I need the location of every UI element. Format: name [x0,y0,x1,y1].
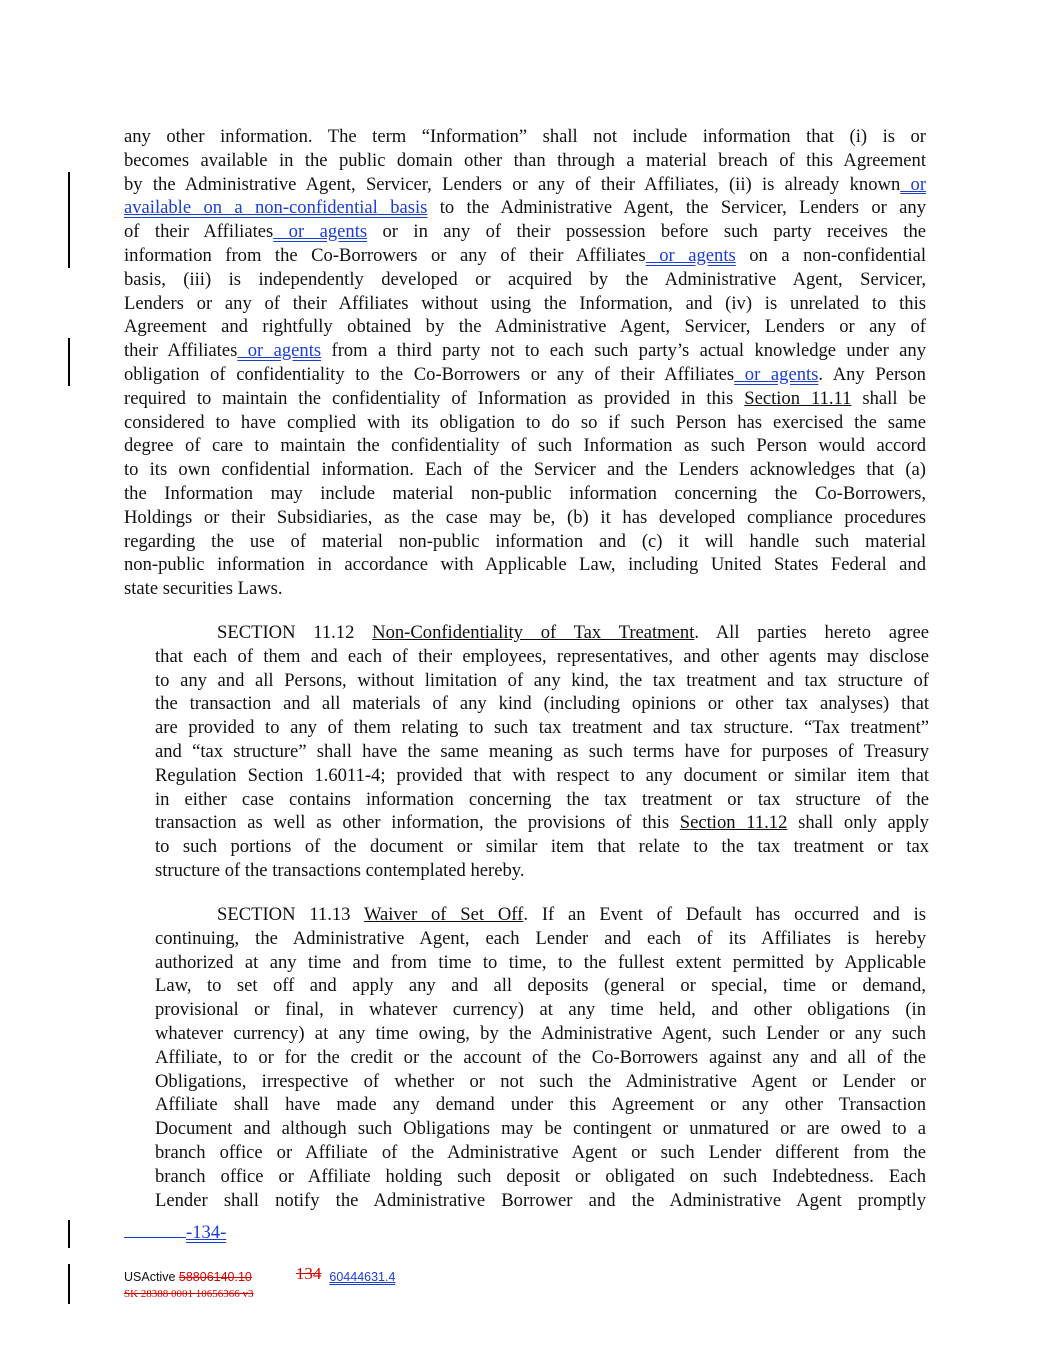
text-run: branch office or Affiliate holding such deposit or obligated on such Indebtedness. Each [155,1165,926,1187]
text-line [155,764,929,788]
text-run: Affiliate, to or for the credit or the account of the Co-Borrowers against any and all of the [155,1046,926,1068]
text-run: or in any of their possession before such party receives the [367,221,926,243]
text-run: to the Administrative Agent, the Servicer, Lenders or any [427,197,926,219]
text-line [155,1165,926,1189]
text-run: structure of the transactions contemplated hereby. [155,859,525,881]
text-line [155,645,929,669]
text-line [124,220,926,244]
text-run: Lenders or any of their Affiliates without using the Information, and (iv) is unrelated to this [124,292,926,314]
text-line [155,974,926,998]
text-run: the transaction and all materials of any kind (including opinions or other tax analyses) that [155,693,929,715]
section-reference: Non-Confidentiality of Tax Treatment [372,622,695,643]
page-number [124,1222,226,1244]
text-line [124,315,926,339]
text-line [124,244,926,268]
page-number-leader [124,1223,186,1238]
text-run: SECTION 11.13 [217,904,364,925]
text-run: SECTION 11.12 [217,622,373,643]
text-run: basis, (iii) is independently developed or acquired by the Administrative Agent, Servicer, [124,268,926,290]
text-line [124,482,926,506]
text-line [124,173,926,197]
text-line [155,1093,926,1117]
text-line [155,621,929,645]
text-run: shall only apply [787,812,929,834]
text-run: provisional or final, in whatever currency) at any time held, and other obligations (in [155,999,926,1021]
doc-prefix: USActive [124,1270,179,1284]
text-run: . If an Event of Default has occurred and is [523,904,926,925]
text-run: Holdings or their Subsidiaries, as the case may be, (b) it has developed compliance procedures [124,506,926,528]
change-bar [68,172,70,268]
text-line [124,411,926,435]
page-number-text: -134- [186,1222,227,1243]
text-line [155,927,926,951]
text-line [155,998,926,1022]
text-run: continuing, the Administrative Agent, each Lender and each of its Affiliates is hereby [155,927,926,949]
text-run: non-public information in accordance with Applicable Law, including United States Federal and [124,554,926,576]
text-line [124,434,926,458]
text-run: state securities Laws. [124,578,283,600]
text-run: to its own confidential information. Each of the Servicer and the Lenders acknowledges that (a) [124,459,926,481]
text-run: shall be [851,387,926,409]
text-run: Obligations, irrespective of whether or not such the Administrative Agent or Lender or [155,1070,926,1092]
text-line [124,363,926,387]
text-line [124,387,926,411]
text-run: Law, to set off and apply any and all deposits (general or special, time or demand, [155,975,926,997]
paragraph-information-definition [124,125,926,601]
deleted-doc-id: 58806140.10 [178,1270,252,1284]
text-run: in either case contains information concerning the tax treatment or tax structure of the [155,788,929,810]
text-line [155,859,929,883]
text-run: whatever currency) at any time owing, by the Administrative Agent, such Lender or any such [155,1022,926,1044]
text-run: Lender shall notify the Administrative Borrower and the Administrative Agent promptly [155,1189,926,1211]
inserted-text: or agents [273,221,368,243]
text-line [124,530,926,554]
text-run: authorized at any time and from time to time, to the fullest extent permitted by Applicable [155,951,926,973]
text-line [124,577,926,601]
section-reference: Section 11.11 [744,387,852,409]
text-line [124,125,926,149]
text-line [155,951,926,975]
text-run: any other information. The term “Information” shall not include information that (i) is or [124,126,926,147]
deleted-sk-id: SK 28388 0001 10656366 v3 [124,1288,254,1300]
text-line [155,1189,926,1213]
text-run: to any and all Persons, without limitation of any kind, the tax treatment and tax structure of [155,669,929,691]
text-run: Affiliate shall have made any demand under this Agreement or any other Transaction [155,1094,926,1116]
text-line [155,903,926,927]
inserted-doc-id: 60444631.4 [329,1270,396,1284]
text-run: information from the Co-Borrowers or any of their Affiliates [124,244,646,266]
text-run: required to maintain the confidentiality of Information as provided in this [124,387,745,409]
text-line [155,1117,926,1141]
text-run: to such portions of the document or similar item that relate to the tax treatment or tax [155,836,929,858]
text-run: the Information may include material non-public information concerning the Co-Borrowers, [124,482,926,504]
text-line [155,811,929,835]
change-bar [68,1220,70,1248]
text-run: . All parties hereto agree [694,622,929,643]
text-line [155,835,929,859]
text-run: obligation of confidentiality to the Co-Borrowers or any of their Affiliates [124,363,735,385]
text-line [124,339,926,363]
text-run: degree of care to maintain the confidentiality of such Information as such Person would accord [124,435,926,457]
text-line [124,196,926,220]
text-run: considered to have complied with its obligation to do so if such Person has exercised the same [124,411,926,433]
inserted-text: or agents [645,244,736,266]
text-run: Regulation Section 1.6011-4; provided that with respect to any document or similar item that [155,764,929,786]
inserted-text: available on a non-confidential basis [124,197,428,219]
text-run: that each of them and each of their employees, representatives, and other agents may disclose [155,645,929,667]
text-run: and “tax structure” shall have the same meaning as such terms have for purposes of Treasury [155,740,929,762]
section-11-13-paragraph [155,903,926,1212]
document-id-footer [124,1266,395,1286]
text-run: regarding the use of material non-public information and (c) it will handle such material [124,530,926,552]
change-bar [68,338,70,386]
text-run: becomes available in the public domain other than through a material breach of this Agreement [124,149,926,171]
deleted-page-number: 134 [295,1264,322,1283]
text-run: Document and although such Obligations may be contingent or unmatured or are owed to a [155,1118,926,1140]
text-run: by the Administrative Agent, Servicer, Lenders or any of their Affiliates, (ii) is already known [124,173,901,195]
text-run: Agreement and rightfully obtained by the Administrative Agent, Servicer, Lenders or any of [124,316,926,338]
text-line [155,692,929,716]
text-run: from a third party not to each such party’s actual knowledge under any [321,340,926,362]
text-run: are provided to any of them relating to such tax treatment and tax structure. “Tax treatment” [155,717,929,739]
text-line [124,458,926,482]
text-line [155,1022,926,1046]
text-line [155,1070,926,1094]
text-line [124,553,926,577]
inserted-text: or [900,173,927,195]
section-reference: Waiver of Set Off [363,904,524,925]
text-line [124,506,926,530]
text-run: transaction as well as other information, the provisions of this [155,812,680,834]
text-line [124,292,926,316]
text-line [124,149,926,173]
text-line [155,1141,926,1165]
text-run: on a non-confidential [735,244,926,266]
text-run: their Affiliates [124,340,238,362]
text-line [155,740,929,764]
text-run: . Any Person [818,363,926,385]
inserted-text: or agents [237,340,322,362]
section-11-12-paragraph [155,621,929,883]
text-line [155,716,929,740]
text-run: of their Affiliates [124,221,274,243]
text-line [155,1046,926,1070]
inserted-text: or agents [734,363,819,385]
text-line [124,268,926,292]
text-line [155,788,929,812]
change-bar [68,1264,70,1304]
text-line [155,669,929,693]
text-run: branch office or Affiliate of the Administrative Agent or such Lender different from the [155,1141,926,1163]
section-reference: Section 11.12 [679,812,788,834]
